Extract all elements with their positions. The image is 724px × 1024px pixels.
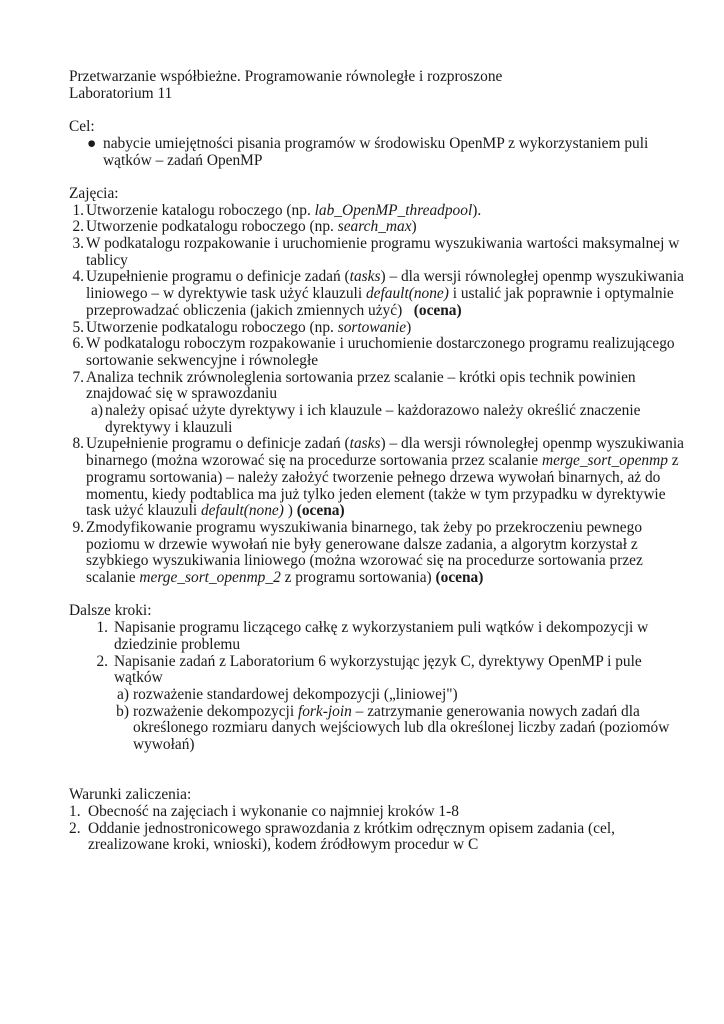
list-item	[69, 335, 675, 369]
list-text: znajdować się w sprawozdaniu	[86, 385, 278, 403]
sub-list-item	[69, 702, 670, 754]
list-number: 1.	[96, 619, 108, 637]
list-text: i ustalić jak poprawnie i optymalnie	[448, 285, 674, 303]
conditions-heading: Warunki zaliczenia:	[69, 786, 192, 804]
list-text: określonego rozmiaru danych wejściowych lub dla określonej liczby zadań (poziomów	[133, 719, 670, 737]
list-text: )	[283, 502, 297, 520]
list-text: przeprowadzać obliczenia (jakich zmiennych użyć)	[86, 301, 414, 319]
sub-list-item	[69, 403, 656, 436]
list-number: 1.	[72, 201, 84, 219]
list-text: poziomu w drzewie wywołań nie były generowane dalsze zadania, a algorytm korzystał z	[86, 535, 638, 553]
list-item	[69, 804, 658, 821]
list-text-italic: default(none)	[365, 285, 449, 303]
document-page	[69, 68, 684, 854]
list-text: Zmodyfikowanie programu wyszukiwania binarnego, tak żeby po przekroczeniu pewnego	[86, 518, 643, 536]
sub-list-item	[69, 687, 654, 704]
list-text: Utworzenie podkatalogu roboczego (np.	[86, 318, 338, 336]
list-text: rozważenie dekompozycji	[133, 702, 298, 720]
list-letter: b)	[116, 702, 129, 720]
list-number: 9.	[72, 518, 84, 536]
list-text: Utworzenie katalogu roboczego (np.	[86, 201, 315, 219]
list-text: szybkiego wyszukiwania liniowego (można wzorować się na procedurze sortowania przez	[86, 552, 643, 570]
list-text: W podkatalogu rozpakowanie i uruchomienie programu wyszukiwania wartości maksymalnej w	[86, 235, 680, 252]
list-item	[69, 654, 654, 687]
list-number: 4.	[72, 268, 84, 286]
list-number: 6.	[72, 335, 84, 353]
document-subtitle: Laboratorium 11	[69, 84, 173, 102]
list-item	[69, 235, 680, 269]
list-item	[69, 268, 684, 319]
goal-bullet-line: nabycie umiejętności pisania programów w środowisku OpenMP z wykorzystaniem puli	[103, 134, 649, 152]
list-text: należy opisać użyte dyrektywy i ich klauzule – każdorazowo należy określić znaczenie	[105, 402, 641, 420]
list-number: 8.	[72, 435, 84, 453]
list-text: Uzupełnienie programu o definicje zadań (	[86, 268, 350, 286]
list-item	[69, 821, 658, 854]
list-item	[69, 620, 654, 653]
goal-bullet-line: wątków – zadań OpenMP	[103, 151, 263, 169]
list-text-italic: tasks	[349, 435, 381, 453]
list-text: Uzupełnienie programu o definicje zadań (	[86, 435, 350, 453]
list-number: 2.	[96, 652, 108, 670]
list-item	[69, 219, 656, 236]
list-text: Analiza technik zrównoleglenia sortowania przez scalanie – krótki opis technik powinien	[86, 368, 636, 386]
list-text: wątków	[114, 669, 163, 687]
list-text: )	[411, 218, 417, 236]
list-text: Napisanie programu liczącego całkę z wykorzystaniem puli wątków i dekompozycji w	[114, 619, 649, 637]
list-text: Obecność na zajęciach i wykonanie co najmniej kroków 1-8	[88, 802, 459, 820]
list-item	[69, 435, 684, 520]
list-item	[69, 370, 656, 403]
goal-bullet-item	[69, 134, 649, 169]
list-text: dziedzinie problemu	[114, 635, 241, 653]
list-text-italic: sortowanie	[337, 318, 407, 336]
list-number: 2.	[72, 218, 84, 236]
list-item	[69, 520, 656, 587]
list-text: ).	[472, 201, 482, 219]
list-text: task użyć klauzuli	[86, 502, 201, 520]
grading-badge: (ocena)	[413, 301, 462, 319]
list-text-italic: search_max	[337, 218, 412, 236]
list-text: Napisanie zadań z Laboratorium 6 wykorzystując język C, dyrektywy OpenMP i pule	[114, 652, 642, 670]
list-number: 5.	[72, 318, 84, 336]
list-text: z programu sortowania)	[280, 569, 436, 587]
list-letter: a)	[117, 685, 129, 703]
list-number: 1.	[69, 802, 81, 820]
list-text: sortowanie sekwencyjne i równoległe	[86, 351, 319, 369]
list-text-italic: tasks	[349, 268, 381, 286]
list-text: dyrektywy i klauzuli	[105, 418, 233, 436]
list-text: Utworzenie podkatalogu roboczego (np.	[86, 218, 338, 236]
list-text: wywołań)	[133, 736, 195, 754]
list-text: rozważenie standardowej dekompozycji („liniowej")	[133, 685, 458, 703]
list-text-italic: lab_OpenMP_threadpool	[314, 201, 473, 219]
list-number: 3.	[72, 235, 84, 252]
list-text: tablicy	[86, 251, 128, 269]
list-text: programu sortowania) – należy założyć tworzenie pełnego drzewa wywołań binarnych, aż do	[86, 468, 661, 486]
list-text: )	[406, 318, 412, 336]
list-text: scalanie	[86, 569, 140, 587]
classes-heading: Zajęcia:	[69, 184, 119, 202]
list-item	[69, 320, 656, 337]
list-text: momentu, kiedy podtablica ma już tylko jeden element (także w tym przypadku w dyrektywie	[86, 485, 666, 503]
list-text: zrealizowane kroki, wnioski), kodem źródłowym procedur w C	[88, 836, 479, 854]
goal-heading: Cel:	[69, 118, 95, 136]
list-text: – zatrzymanie generowania nowych zadań dla	[351, 702, 640, 720]
list-text-italic: default(none)	[200, 502, 284, 520]
list-text: Oddanie jednostronicowego sprawozdania z krótkim odręcznym opisem zadania (cel,	[88, 819, 615, 837]
bullet-dot-icon: ●	[87, 134, 97, 152]
list-text: binarnego (można wzorować się na procedurze sortowania przez scalanie	[86, 452, 542, 470]
list-number: 7.	[72, 368, 84, 386]
list-letter: a)	[91, 402, 103, 420]
list-text: z	[667, 452, 679, 470]
next-steps-heading: Dalsze kroki:	[69, 602, 152, 620]
list-text: liniowego – w dyrektywie task użyć klauzuli	[86, 285, 366, 303]
list-text: ) – dla wersji równoległej openmp wyszukiwania	[380, 268, 684, 286]
grading-badge: (ocena)	[296, 502, 345, 520]
list-number: 2.	[69, 819, 81, 837]
list-text-italic: fork-join	[297, 702, 352, 720]
document-title: Przetwarzanie współbieżne. Programowanie równoległe i rozproszone	[69, 68, 503, 85]
list-text: ) – dla wersji równoległej openmp wyszukiwania	[380, 435, 684, 453]
list-text-italic: merge_sort_openmp	[541, 452, 668, 470]
list-text: W podkatalogu roboczym rozpakowanie i uruchomienie dostarczonego programu realizującego	[86, 335, 675, 353]
grading-badge: (ocena)	[435, 569, 484, 587]
list-item	[69, 203, 656, 220]
list-text-italic: merge_sort_openmp_2	[139, 569, 281, 587]
